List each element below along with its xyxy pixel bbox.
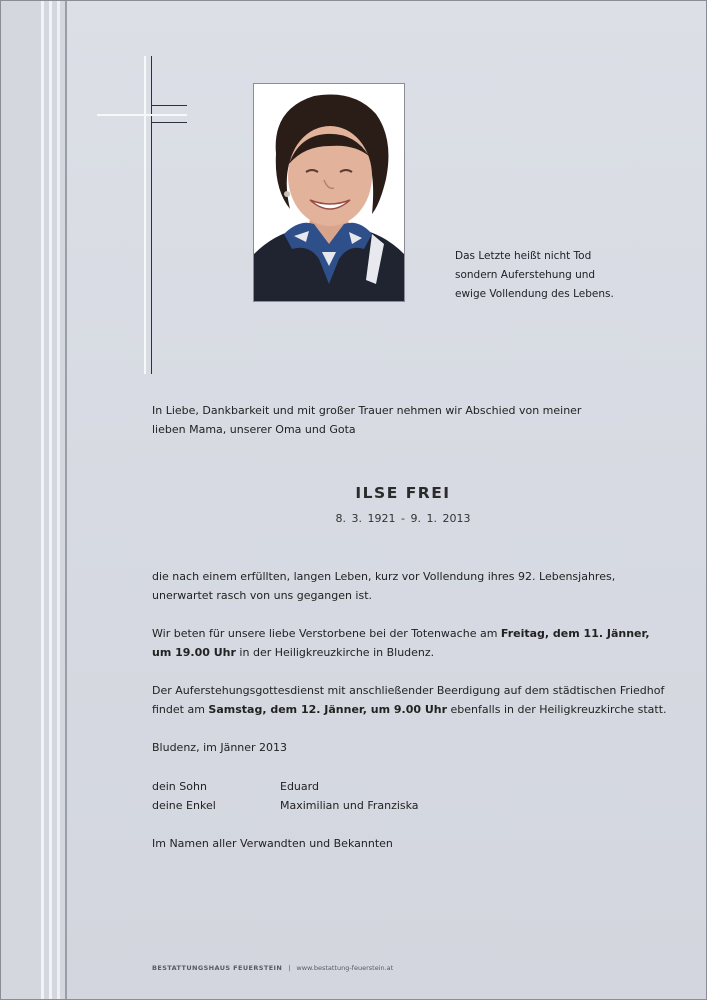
mourner-names: Eduard bbox=[280, 780, 319, 793]
memorial-quote bbox=[455, 247, 614, 304]
intro-line-2: lieben Mama, unserer Oma und Gota bbox=[152, 423, 356, 436]
quote-line: sondern Auferstehung und bbox=[455, 269, 596, 281]
wake-time: um 19.00 Uhr bbox=[152, 646, 236, 659]
wake-line-2: um 19.00 Uhr in der Heiligkreuzkirche in Bludenz. bbox=[152, 646, 435, 659]
funeral-line-1: Der Auferstehungsgottesdienst mit anschließender Beerdigung auf dem städtischen Friedhof bbox=[152, 684, 665, 697]
left-stripe bbox=[49, 1, 52, 999]
footer-separator: | bbox=[288, 964, 291, 972]
passing-line-1: die nach einem erfüllten, langen Leben, kurz vor Vollendung ihres 92. Lebensjahres, bbox=[152, 570, 616, 583]
wake-line-1: Wir beten für unsere liebe Verstorbene bei der Totenwache am Freitag, dem 11. Jänner, bbox=[152, 627, 650, 640]
place-date: Bludenz, im Jänner 2013 bbox=[152, 741, 288, 754]
quote-line: Das Letzte heißt nicht Tod bbox=[455, 250, 592, 262]
intro-line-1: In Liebe, Dankbarkeit und mit großer Trauer nehmen wir Abschied von meiner bbox=[152, 404, 582, 417]
deceased-name: ILSE FREI bbox=[355, 484, 451, 502]
life-dates: 8. 3. 1921 - 9. 1. 2013 bbox=[335, 512, 471, 525]
funeral-home-name: BESTATTUNGSHAUS FEUERSTEIN bbox=[152, 964, 283, 972]
funeral-line-2: findet am Samstag, dem 12. Jänner, um 9.00 Uhr ebenfalls in der Heiligkreuzkirche statt. bbox=[152, 703, 667, 716]
passing-line-2: unerwartet rasch von uns gegangen ist. bbox=[152, 589, 373, 602]
mourner-role: deine Enkel bbox=[152, 799, 216, 812]
left-stripe bbox=[41, 1, 44, 999]
mourner-names: Maximilian und Franziska bbox=[280, 799, 419, 812]
left-stripe bbox=[57, 1, 60, 999]
left-stripe-divider bbox=[65, 1, 67, 999]
mourner-role: dein Sohn bbox=[152, 780, 207, 793]
footer-website: www.bestattung-feuerstein.at bbox=[296, 964, 394, 972]
closing-line: Im Namen aller Verwandten und Bekannten bbox=[152, 837, 393, 850]
quote-line: ewige Vollendung des Lebens. bbox=[455, 288, 614, 300]
footer bbox=[152, 964, 393, 972]
funeral-datetime: Samstag, dem 12. Jänner, um 9.00 Uhr bbox=[208, 703, 448, 716]
portrait-photo bbox=[253, 83, 405, 302]
wake-date: Freitag, dem 11. Jänner, bbox=[500, 627, 650, 640]
